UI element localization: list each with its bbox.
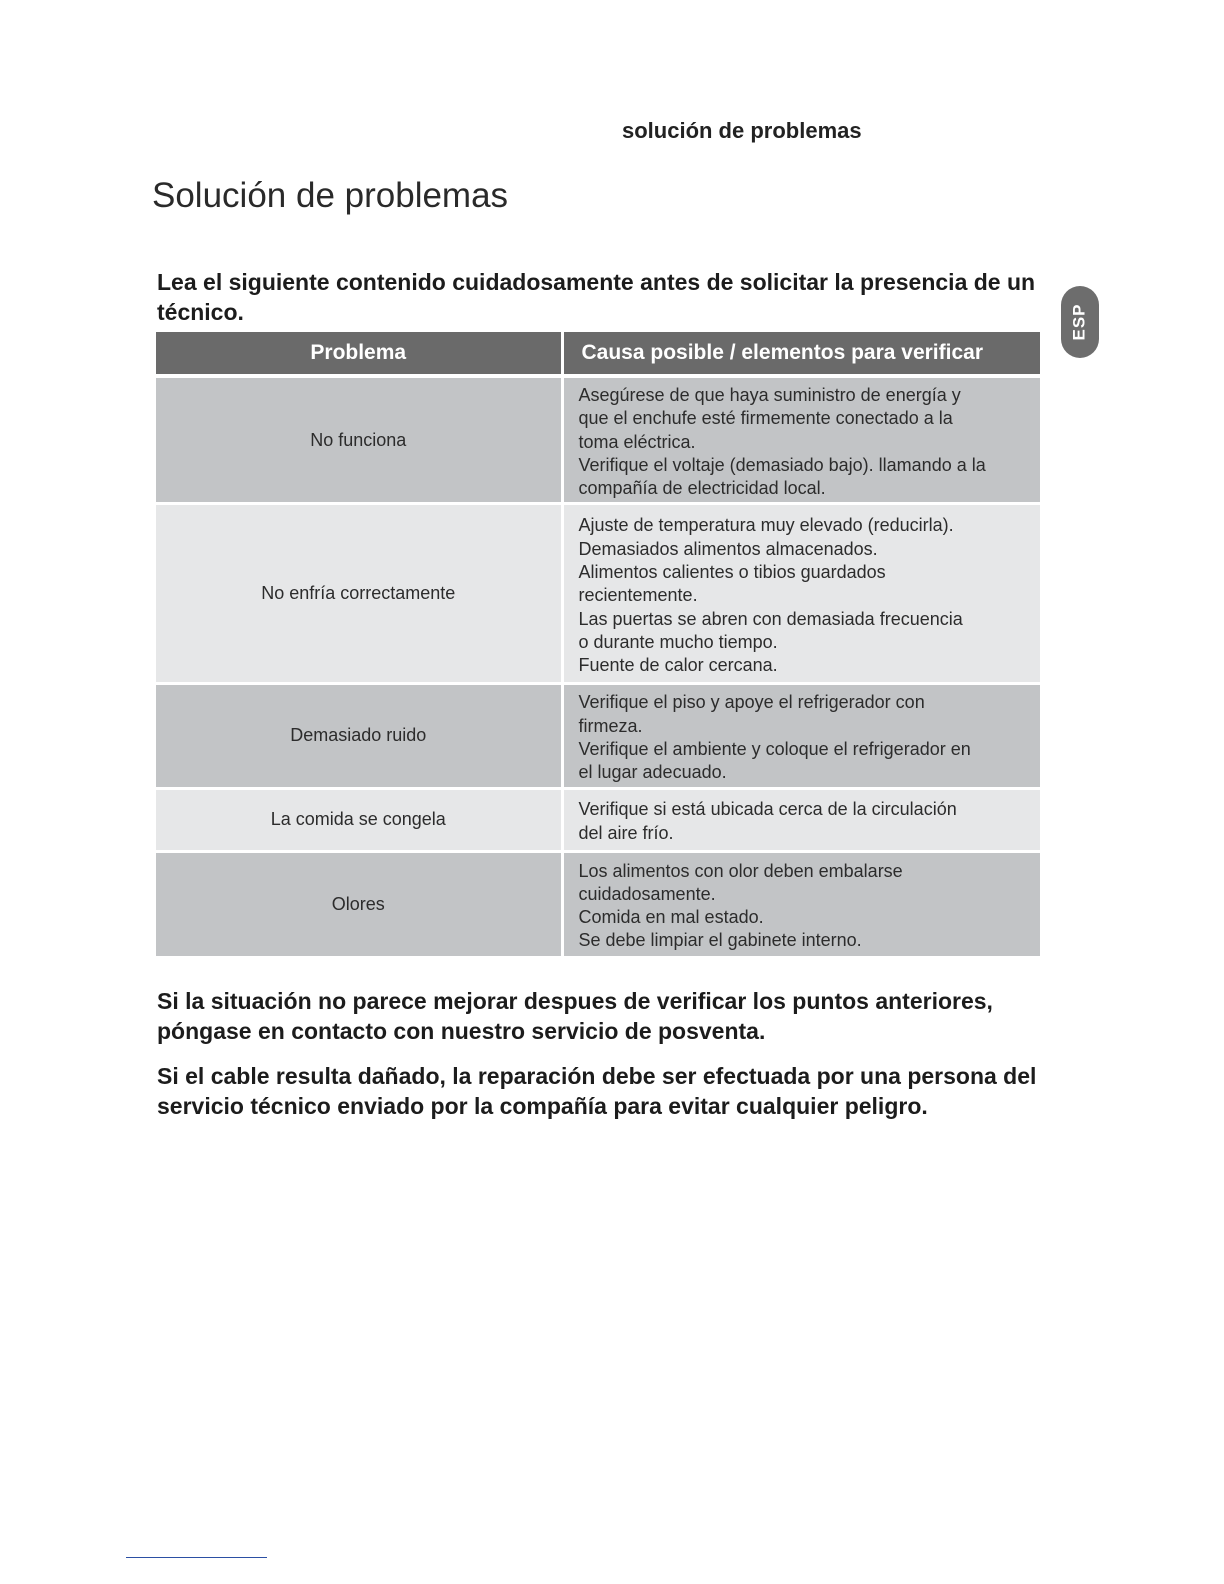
language-tab-label: ESP: [1070, 303, 1089, 341]
problem-cell: La comida se congela: [156, 788, 562, 851]
table-header-row: [156, 332, 1040, 376]
cause-line: del aire frío.: [578, 822, 674, 843]
cause-line: Alimentos calientes o tibios guardados: [578, 562, 886, 583]
cause-line: Los alimentos con olor deben embalarse: [578, 860, 903, 881]
cause-line: Se debe limpiar el gabinete interno.: [578, 930, 862, 951]
language-tab: [1061, 286, 1099, 358]
cause-line: Verifique el piso y apoye el refrigerador con: [578, 692, 925, 713]
table-row: [156, 376, 1040, 504]
page-title: Solución de problemas: [152, 176, 509, 215]
running-header: solución de problemas: [622, 118, 862, 143]
closing-paragraph-contact: Si la situación no parece mejorar despues de verificar los puntos anteriores, póngase en contacto con nuestro servicio de posventa.: [157, 988, 993, 1044]
header-problem: Problema: [156, 332, 562, 376]
table-row: [156, 851, 1040, 957]
cause-line: Verifique el ambiente y coloque el refrigerador en: [578, 739, 971, 760]
cause-line: Ajuste de temperatura muy elevado (reducirla).: [578, 515, 954, 536]
cause-line: toma eléctrica.: [578, 431, 696, 452]
cause-line: Demasiados alimentos almacenados.: [578, 538, 878, 559]
problem-cell: Demasiado ruido: [156, 684, 562, 788]
cause-line: recientemente.: [578, 585, 698, 606]
cause-line: que el enchufe esté firmemente conectado a la: [578, 408, 953, 429]
table-row: [156, 788, 1040, 851]
cause-cell: [562, 684, 1040, 788]
header-cause: Causa posible / elementos para verificar: [562, 332, 1040, 376]
cause-line: Comida en mal estado.: [578, 907, 764, 928]
problem-cell: No enfría correctamente: [156, 504, 562, 684]
cause-line: o durante mucho tiempo.: [578, 631, 778, 652]
table-row: [156, 504, 1040, 684]
problem-cell: Olores: [156, 851, 562, 957]
troubleshooting-table: [156, 332, 1040, 959]
cause-line: cuidadosamente.: [578, 883, 716, 904]
cause-line: Fuente de calor cercana.: [578, 655, 778, 676]
cause-cell: [562, 376, 1040, 504]
cause-line: Verifique el voltaje (demasiado bajo). llamando a la: [578, 454, 986, 475]
cause-line: firmeza.: [578, 715, 643, 736]
cause-line: el lugar adecuado.: [578, 762, 727, 783]
footer-rule: [126, 1557, 267, 1558]
table-row: [156, 684, 1040, 788]
cause-line: Asegúrese de que haya suministro de energía y: [578, 385, 961, 405]
cause-cell: [562, 851, 1040, 957]
cause-line: Las puertas se abren con demasiada frecuencia: [578, 608, 963, 629]
problem-cell: No funciona: [156, 376, 562, 504]
cause-cell: [562, 788, 1040, 851]
intro-paragraph: Lea el siguiente contenido cuidadosamente antes de solicitar la presencia de un técnico.: [157, 269, 1036, 325]
cause-cell: [562, 504, 1040, 684]
closing-paragraph-cable: Si el cable resulta dañado, la reparación debe ser efectuada por una persona del servicio técnico enviado por la compañía para evitar cualquier peligro.: [157, 1063, 1037, 1119]
cause-line: Verifique si está ubicada cerca de la circulación: [578, 799, 957, 820]
cause-line: compañía de electricidad local.: [578, 478, 826, 499]
